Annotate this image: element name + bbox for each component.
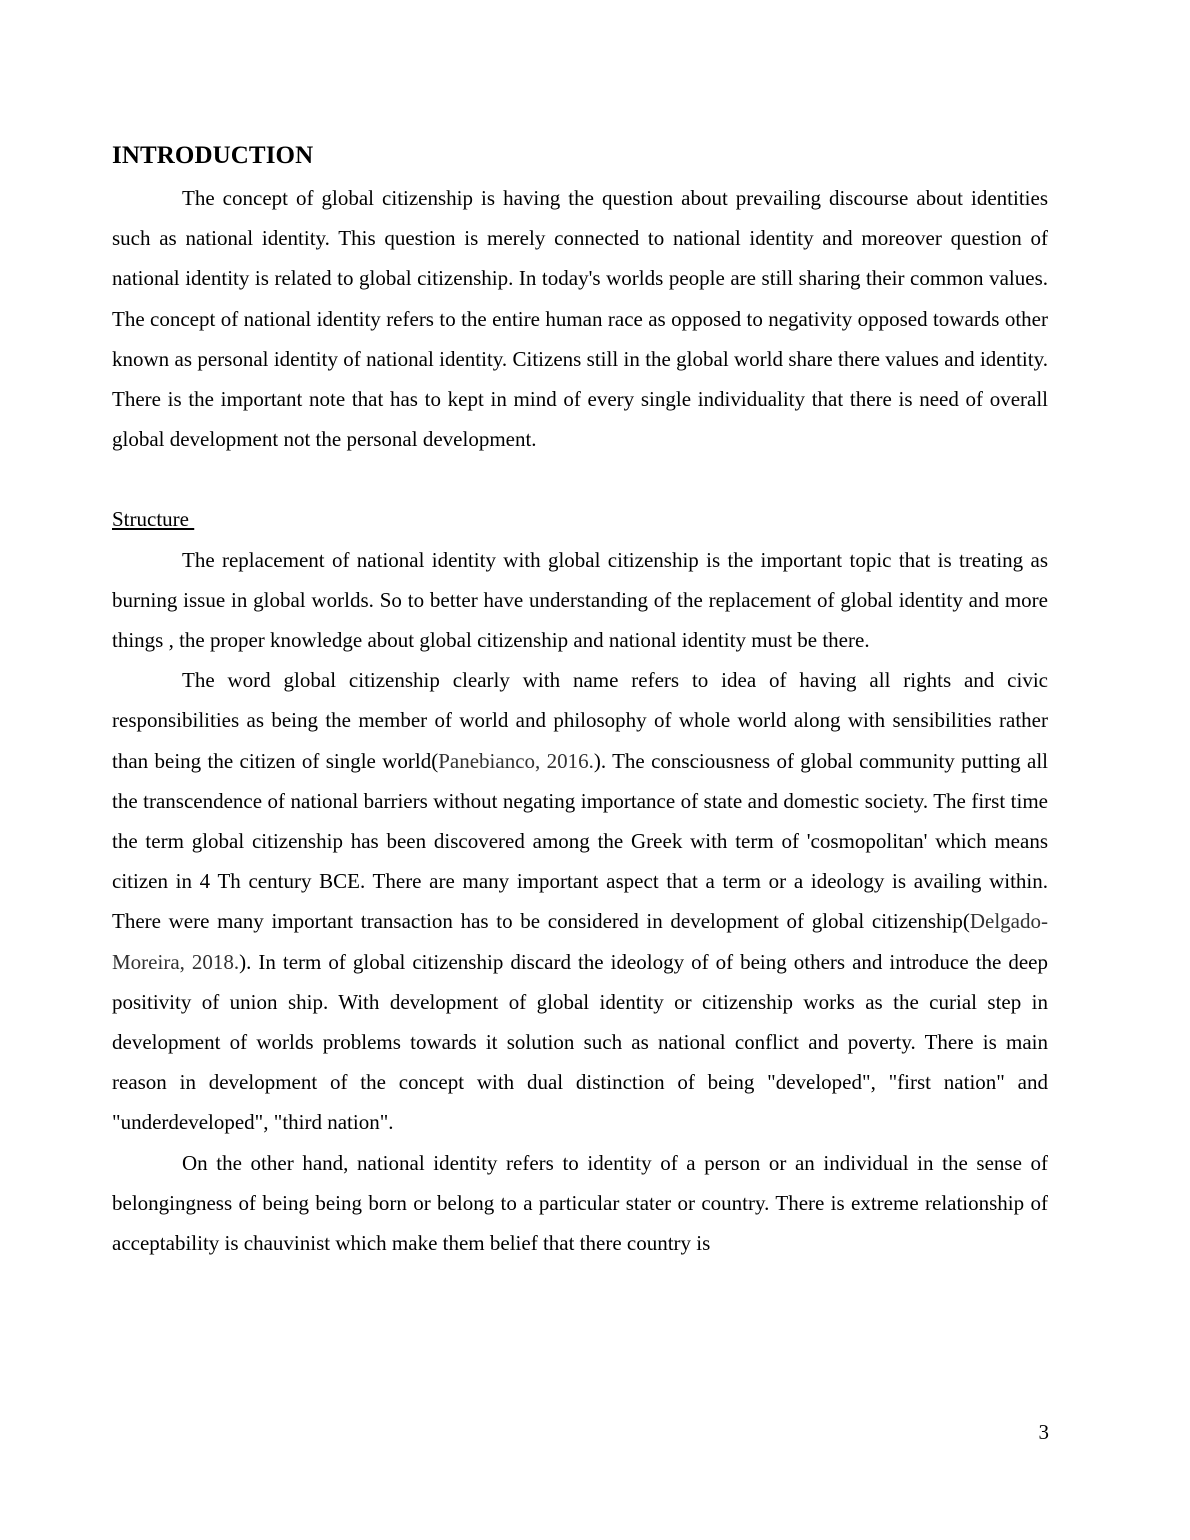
structure-paragraph-1: The replacement of national identity with global citizenship is the important topic that is treating as burning issue in global worlds. So to better have understanding of the replacement of global identity and more things , the proper knowledge about global citizenship and national identity must be there.: [112, 547, 1048, 653]
page-content: [112, 138, 1048, 1263]
paragraph-text: The word global citizenship clearly with name refers to idea of having all rights and civic responsibilities as being the member of world and philosophy of whole world along with sensibilities rather than being the citizen of single world(: [112, 668, 1048, 773]
structure-paragraph-3: On the other hand, national identity refers to identity of a person or an individual in the sense of belongingness of being being born or belong to a particular stater or country. There is extreme relationship of acceptability is chauvinist which make them belief that there country is: [112, 1150, 1048, 1256]
structure-paragraph-2: [112, 660, 1048, 1142]
citation-panebianco: Panebianco, 2016.: [438, 748, 594, 773]
subheading-structure: Structure: [112, 507, 195, 532]
paragraph-text: ). The consciousness of global community putting all the transcendence of national barriers without negating importance of state and domestic society. The first time the term global citizenship has been discovered among the Greek with term of 'cosmopolitan' which means citizen in 4 Th century BCE. There are many important aspect that a term or a ideology is availing within. There were many important transaction has to be considered in development of global citizenship(: [112, 748, 1049, 934]
citation-delgado-moreira: Delgado-Moreira, 2018.: [112, 909, 1048, 974]
intro-paragraph: The concept of global citizenship is having the question about prevailing discourse about identities such as national identity. This question is merely connected to national identity and moreover question of national identity is related to global citizenship. In today's worlds people are still sharing their common values. The concept of national identity refers to the entire human race as opposed to negativity opposed towards other known as personal identity of national identity. Citizens still in the global world share there values and identity. There is the important note that has to kept in mind of every single individuality that there is need of overall global development not the personal development.: [112, 186, 1048, 452]
page-number: 3: [1038, 1420, 1049, 1444]
section-heading-introduction: INTRODUCTION: [112, 142, 314, 169]
paragraph-text: ). In term of global citizenship discard the ideology of of being others and introduce the deep positivity of union ship. With development of global identity or citizenship works as the curial step in development of worlds problems towards it solution such as national conflict and poverty. There is main reason in development of the concept with dual distinction of being "developed", "first nation" and "underdeveloped", "third nation".: [112, 949, 1048, 1135]
